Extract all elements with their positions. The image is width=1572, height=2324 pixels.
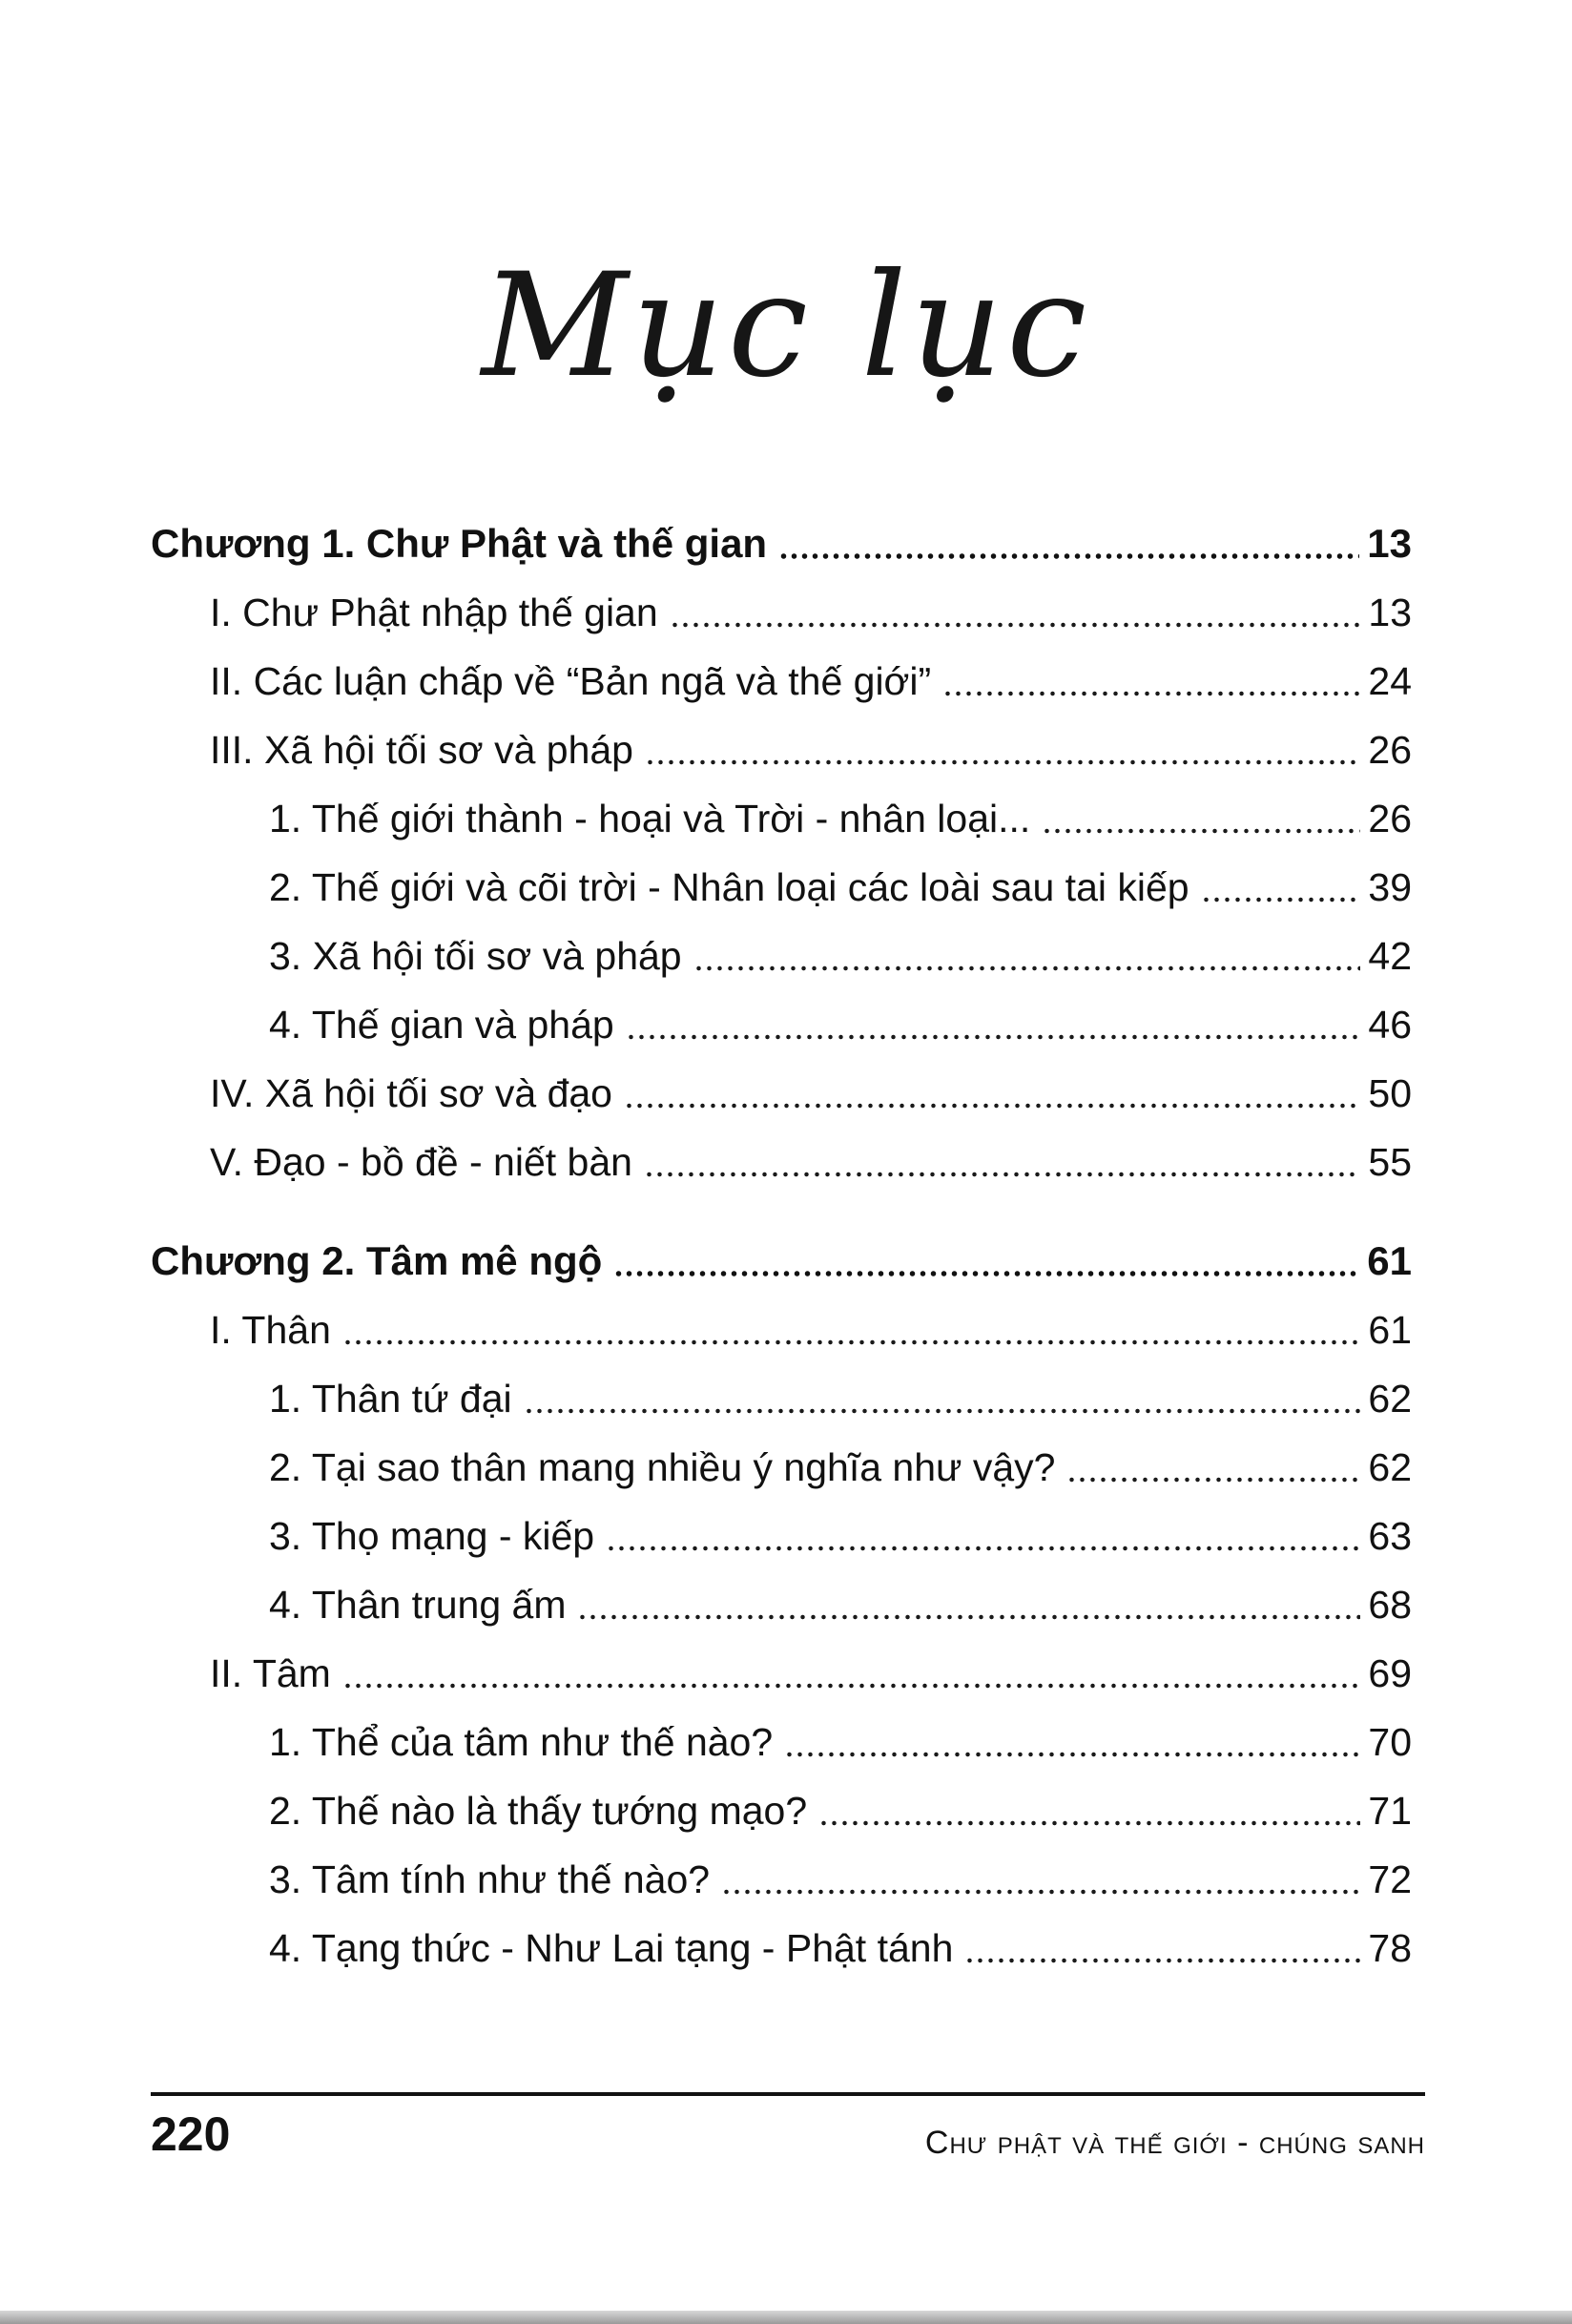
toc-entry-title: V. Đạo - bồ đề - niết bàn xyxy=(210,1140,632,1184)
dot-leader xyxy=(644,1172,1360,1177)
dot-leader xyxy=(964,1958,1360,1963)
toc-entry[interactable] xyxy=(269,1370,1412,1427)
toc-entry[interactable] xyxy=(269,1439,1412,1496)
dot-leader xyxy=(784,1752,1360,1757)
toc-entry[interactable] xyxy=(269,996,1412,1053)
toc-entry[interactable] xyxy=(210,1065,1412,1122)
toc-entry[interactable] xyxy=(269,1713,1412,1771)
dot-leader xyxy=(626,1034,1361,1040)
toc-page-number: 50 xyxy=(1368,1071,1412,1115)
toc-entry[interactable] xyxy=(210,1645,1412,1702)
toc-chapter-2[interactable] xyxy=(151,1233,1412,1290)
scan-edge xyxy=(0,2311,1572,2324)
toc-entry-title: 3. Xã hội tối sơ và pháp xyxy=(269,934,682,978)
toc-page-number: 26 xyxy=(1368,728,1412,772)
dot-leader xyxy=(942,691,1360,696)
toc-entry-title: 2. Tại sao thân mang nhiều ý nghĩa như vậy? xyxy=(269,1445,1056,1489)
toc-page-number: 46 xyxy=(1368,1003,1412,1047)
dot-leader xyxy=(624,1103,1360,1109)
toc-entry-title: I. Thân xyxy=(210,1308,331,1352)
toc-entry-title: 4. Thế gian và pháp xyxy=(269,1003,614,1047)
toc-entry-title: 3. Thọ mạng - kiếp xyxy=(269,1514,595,1558)
toc-page-number: 42 xyxy=(1368,934,1412,978)
toc-entry[interactable] xyxy=(210,1301,1412,1359)
toc-entry[interactable] xyxy=(210,721,1412,778)
toc-page-number: 68 xyxy=(1368,1583,1412,1627)
page-number: 220 xyxy=(151,2107,231,2161)
toc-entry-title: 2. Thế nào là thấy tướng mạo? xyxy=(269,1789,808,1833)
toc-entry-title: 1. Thế giới thành - hoại và Trời - nhân loại... xyxy=(269,797,1031,840)
dot-leader xyxy=(721,1889,1360,1895)
toc-page-number: 70 xyxy=(1368,1720,1412,1764)
toc-entry[interactable] xyxy=(269,859,1412,916)
toc-entry[interactable] xyxy=(269,1851,1412,1908)
toc-page-number: 71 xyxy=(1368,1789,1412,1833)
dot-leader xyxy=(778,553,1359,559)
dot-leader xyxy=(670,622,1361,628)
dot-leader xyxy=(1066,1477,1360,1483)
dot-leader xyxy=(613,1271,1359,1276)
toc-page-number: 78 xyxy=(1368,1926,1412,1970)
toc-entry-title: 1. Thân tứ đại xyxy=(269,1377,512,1421)
footer-divider xyxy=(151,2092,1425,2096)
toc-entry-title: 1. Thể của tâm như thế nào? xyxy=(269,1720,774,1764)
toc-entry[interactable] xyxy=(269,1576,1412,1633)
toc-entry[interactable] xyxy=(269,1507,1412,1565)
dot-leader xyxy=(524,1408,1361,1414)
toc-entry[interactable] xyxy=(269,1919,1412,1977)
toc-entry-title: I. Chư Phật nhập thế gian xyxy=(210,591,658,634)
running-title: Chư phật và thế giới - chúng sanh xyxy=(924,2125,1425,2161)
toc-page-number: 24 xyxy=(1368,659,1412,703)
toc-entry[interactable] xyxy=(210,653,1412,710)
toc-entry-title: II. Các luận chấp về “Bản ngã và thế giới” xyxy=(210,659,932,703)
dot-leader xyxy=(645,759,1360,765)
toc-page-number: 62 xyxy=(1368,1445,1412,1489)
toc-page-number: 62 xyxy=(1368,1377,1412,1421)
toc-entry-title: Chương 1. Chư Phật và thế gian xyxy=(151,521,768,566)
toc-entry-title: III. Xã hội tối sơ và pháp xyxy=(210,728,633,772)
dot-leader xyxy=(342,1339,1361,1345)
toc-entry[interactable] xyxy=(210,584,1412,641)
toc-entry[interactable] xyxy=(269,927,1412,985)
toc-page-number: 61 xyxy=(1368,1308,1412,1352)
toc-entry-title: Chương 2. Tâm mê ngộ xyxy=(151,1238,603,1283)
toc-page-number: 69 xyxy=(1368,1651,1412,1695)
toc-chapter-1[interactable] xyxy=(151,515,1412,572)
toc-page-number: 13 xyxy=(1367,521,1412,566)
dot-leader xyxy=(606,1546,1360,1551)
toc-page-number: 63 xyxy=(1368,1514,1412,1558)
dot-leader xyxy=(342,1683,1361,1689)
toc-entry[interactable] xyxy=(269,790,1412,847)
toc-entry[interactable] xyxy=(269,1782,1412,1839)
toc-page-number: 55 xyxy=(1368,1140,1412,1184)
page-title: Mục lục xyxy=(481,243,1091,409)
toc-entry-title: 2. Thế giới và cõi trời - Nhân loại các loài sau tai kiếp xyxy=(269,865,1189,909)
toc-page-number: 39 xyxy=(1368,865,1412,909)
dot-leader xyxy=(818,1820,1360,1826)
toc-page-number: 26 xyxy=(1368,797,1412,840)
toc-entry[interactable] xyxy=(210,1133,1412,1191)
dot-leader xyxy=(577,1614,1360,1620)
toc-page-number: 13 xyxy=(1368,591,1412,634)
toc-entry-title: II. Tâm xyxy=(210,1651,331,1695)
dot-leader xyxy=(1201,897,1361,903)
toc-page-number: 61 xyxy=(1367,1238,1412,1283)
toc-entry-title: 3. Tâm tính như thế nào? xyxy=(269,1857,711,1901)
toc-entry-title: 4. Tạng thức - Như Lai tạng - Phật tánh xyxy=(269,1926,954,1970)
toc-page-number: 72 xyxy=(1368,1857,1412,1901)
dot-leader xyxy=(1042,828,1360,834)
dot-leader xyxy=(693,965,1361,971)
toc-entry-title: 4. Thân trung ấm xyxy=(269,1583,567,1627)
toc-entry-title: IV. Xã hội tối sơ và đạo xyxy=(210,1071,612,1115)
